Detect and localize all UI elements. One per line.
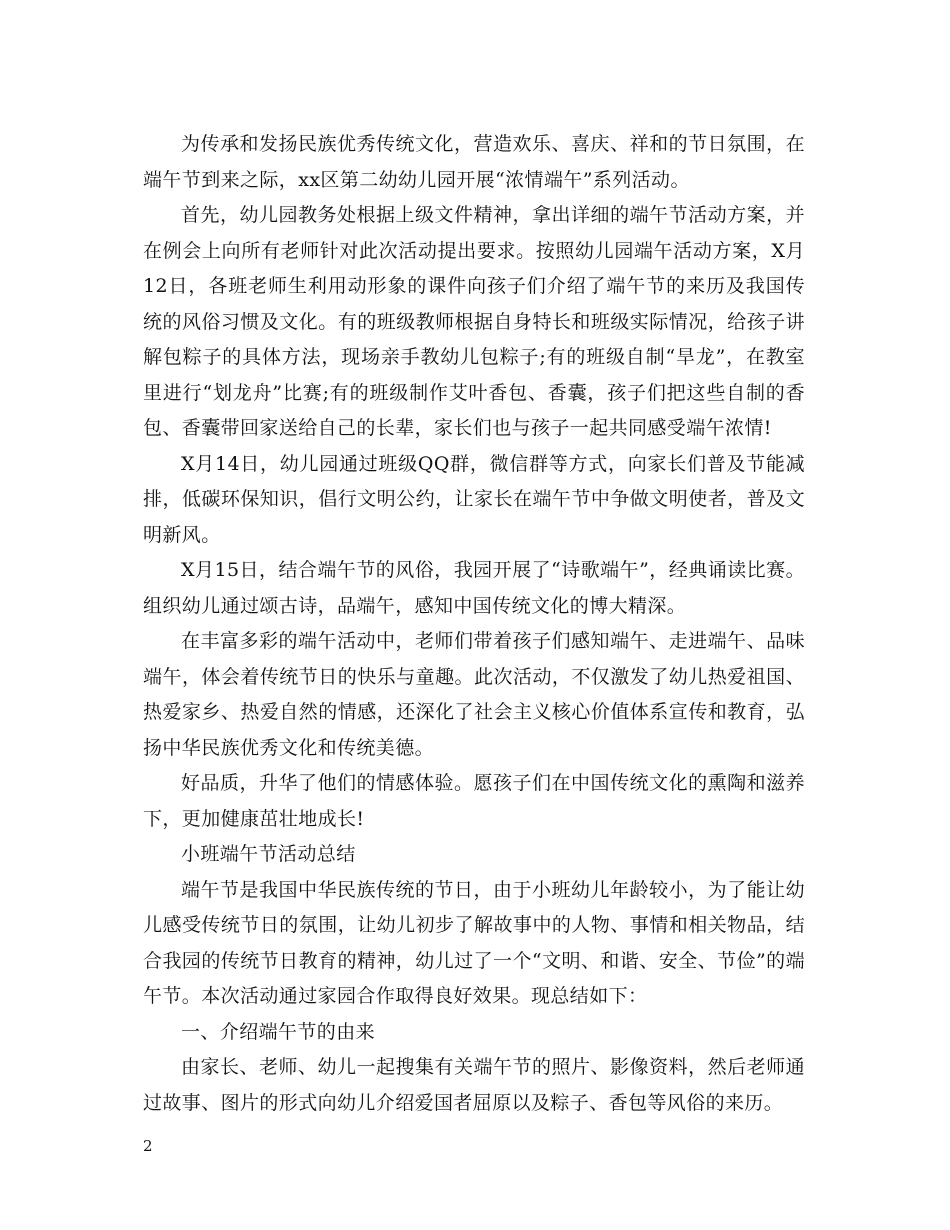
document-body bbox=[143, 127, 805, 1121]
subheading-origin: 一、介绍端午节的由来 bbox=[181, 1020, 376, 1043]
section-heading-small-class: 小班端午节活动总结 bbox=[181, 843, 356, 865]
paragraph-intro: 为传承和发扬民族优秀传统文化，营造欢乐、喜庆、祥和的节日氛围，在端午节到来之际，xx区第二幼幼儿园开展“浓情端午”系列活动。 bbox=[143, 133, 805, 191]
page-number: 2 bbox=[143, 1137, 153, 1155]
paragraph-origin: 由家长、老师、幼儿一起搜集有关端午节的照片、影像资料，然后老师通过故事、图片的形式向幼儿介绍爱国者屈原以及粽子、香包等风俗的来历。 bbox=[143, 1056, 805, 1114]
paragraph-small-class-intro: 端午节是我国中华民族传统的节日，由于小班幼儿年龄较小，为了能让幼儿感受传统节日的氛围，让幼儿初步了解故事中的人物、事情和相关物品，结合我园的传统节日教育的精神，幼儿过了一个“文明、和谐、安全、节俭”的端午节。本次活动通过家园合作取得良好效果。现总结如下： bbox=[143, 878, 805, 1007]
paragraph-x14: X月14日，幼儿园通过班级QQ群，微信群等方式，向家长们普及节能减排，低碳环保知识，倡行文明公约，让家长在端午节中争做文明使者，普及文明新风。 bbox=[143, 452, 805, 546]
paragraph-quality: 好品质，升华了他们的情感体验。愿孩子们在中国传统文化的熏陶和滋养下，更加健康茁壮地成长! bbox=[143, 772, 805, 830]
paragraph-first-activities: 首先，幼儿园教务处根据上级文件精神，拿出详细的端午节活动方案，并在例会上向所有老师针对此次活动提出要求。按照幼儿园端午活动方案，X月12日，各班老师生利用动形象的课件向孩子们介绍了端午节的来历及我国传统的风俗习惯及文化。有的班级教师根据自身特长和班级实际情况，给孩子讲解包粽子的具体方法，现场亲手教幼儿包粽子;有的班级自制“旱龙”，在教室里进行“划龙舟”比赛;有的班级制作艾叶香包、香囊，孩子们把这些自制的香包、香囊带回家送给自己的长辈，家长们也与孩子一起共同感受端午浓情! bbox=[143, 204, 805, 439]
paragraph-x15: X月15日，结合端午节的风俗，我园开展了“诗歌端午”，经典诵读比赛。组织幼儿通过颂古诗，品端午，感知中国传统文化的博大精深。 bbox=[143, 559, 805, 617]
paragraph-summary: 在丰富多彩的端午活动中，老师们带着孩子们感知端午、走进端午、品味端午，体会着传统节日的快乐与童趣。此次活动，不仅激发了幼儿热爱祖国、热爱家乡、热爱自然的情感，还深化了社会主义核心价值体系宣传和教育，弘扬中华民族优秀文化和传统美德。 bbox=[143, 630, 805, 759]
